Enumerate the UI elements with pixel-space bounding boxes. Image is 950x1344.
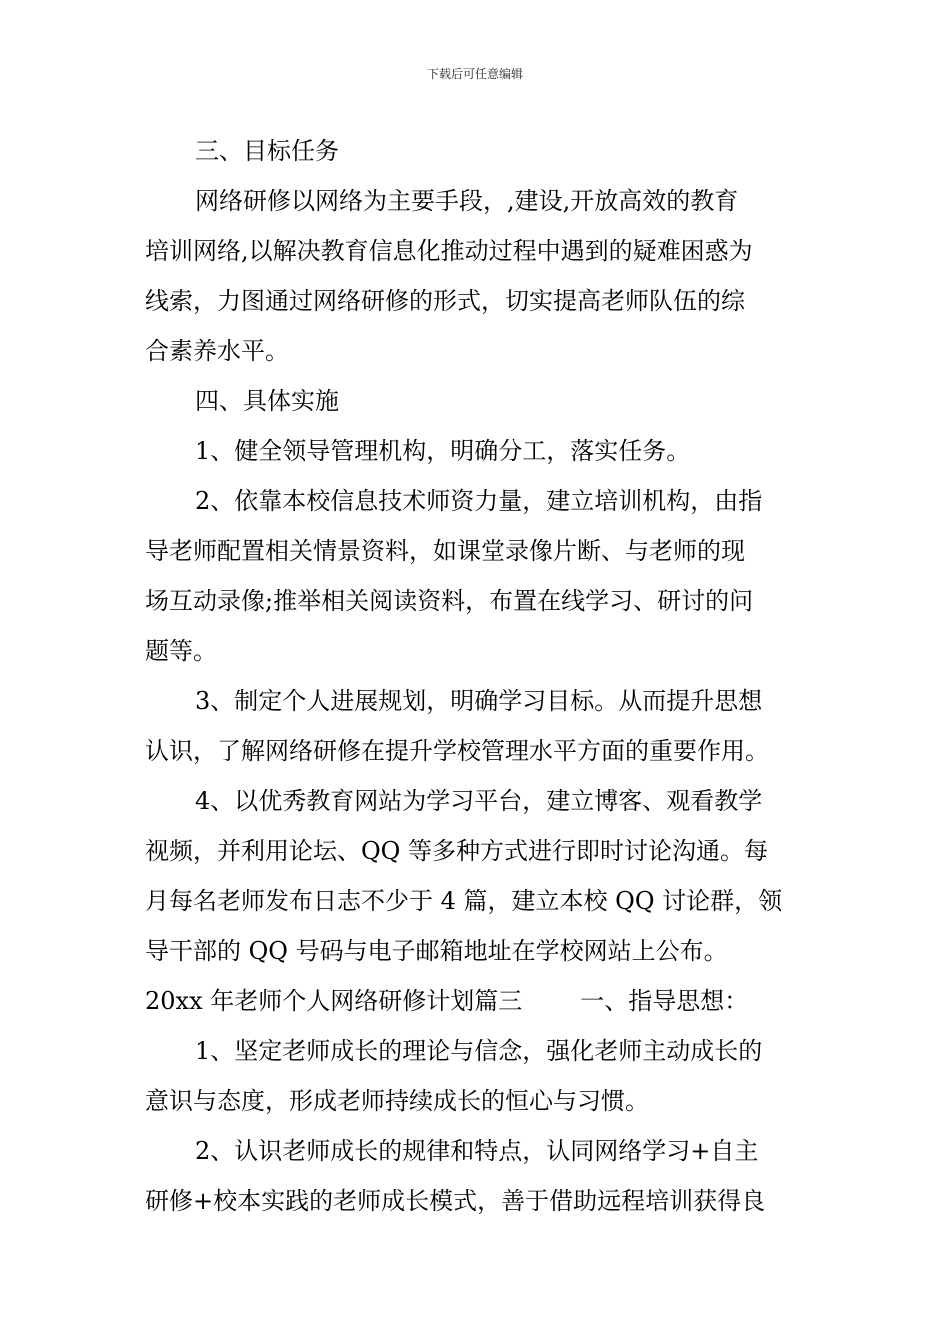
paragraph-line: 线索，力图通过网络研修的形式，切实提高老师队伍的综 [145,287,745,315]
list-item-line: 2、依靠本校信息技术师资力量，建立培训机构，由指 [195,487,763,515]
paragraph-line: 合素养水平。 [145,337,289,365]
article-title-line [145,976,810,1026]
list-item-line: 2、认识老师成长的规律和特点，认同网络学习+自主 [195,1137,759,1165]
document-body [145,126,810,1226]
list-item-line: 视频，并利用论坛、QQ 等多种方式进行即时讨论沟通。每 [145,837,768,865]
article-title: 20xx 年老师个人网络研修计划篇三 [145,987,523,1015]
list-item-line: 场互动录像;推举相关阅读资料，布置在线学习、研讨的问 [145,587,754,615]
list-item-line: 月每名老师发布日志不少于 4 篇，建立本校 QQ 讨论群，领 [145,887,783,915]
list-item-line: 研修+校本实践的老师成长模式，善于借助远程培训获得良 [145,1187,766,1215]
list-item-line: 1、坚定老师成长的理论与信念，强化老师主动成长的 [195,1037,763,1065]
section-heading-guiding-thought: 一、指导思想： [580,987,749,1015]
list-item-line: 3、制定个人进展规划，明确学习目标。从而提升思想 [195,687,763,715]
list-item-line: 认识，了解网络研修在提升学校管理水平方面的重要作用。 [145,737,769,765]
list-item-line: 意识与态度，形成老师持续成长的恒心与习惯。 [145,1087,649,1115]
section-heading-goals: 三、目标任务 [195,137,339,165]
paragraph-line: 培训网络,以解决教育信息化推动过程中遇到的疑难困惑为 [145,237,753,265]
section-heading-implementation: 四、具体实施 [195,387,339,415]
list-item-line: 导老师配置相关情景资料，如课堂录像片断、与老师的现 [145,537,745,565]
page-header-note: 下载后可任意编辑 [426,67,523,81]
list-item-line: 1、健全领导管理机构，明确分工，落实任务。 [195,437,691,465]
list-item-line: 导干部的 QQ 号码与电子邮箱地址在学校网站上公布。 [145,937,728,965]
paragraph-line: 网络研修以网络为主要手段，,建设,开放高效的教育 [195,187,739,215]
list-item-line: 4、以优秀教育网站为学习平台，建立博客、观看教学 [195,787,763,815]
list-item-line: 题等。 [145,637,217,665]
